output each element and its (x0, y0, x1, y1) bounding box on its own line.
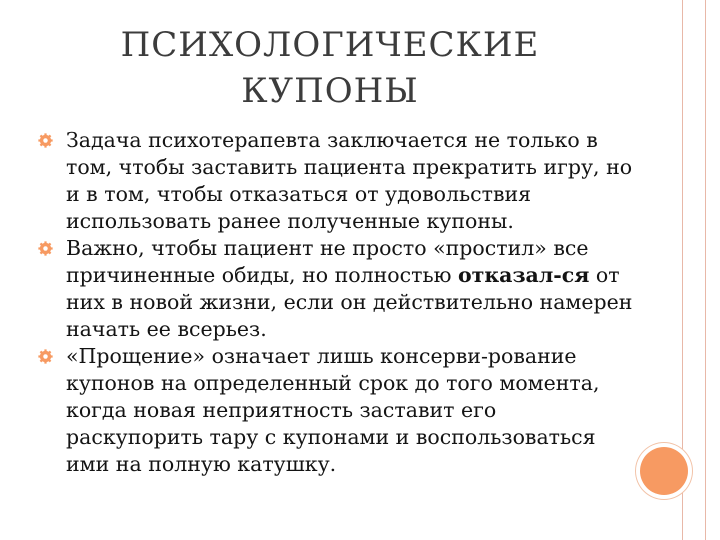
gear-icon (38, 349, 53, 364)
slide-title-line-1: ПСИХОЛОГИЧЕСКИЕ (120, 25, 540, 65)
bullet-item (56, 127, 636, 235)
bullet-text-part: от них в новой жизни, если он действительно намерен начать ее всерьез. (66, 263, 633, 341)
gear-icon (38, 241, 53, 256)
slide-title (60, 22, 600, 114)
slide-title-line-2: КУПОНЫ (241, 71, 419, 111)
bullet-text (66, 236, 632, 341)
bullet-item (56, 235, 636, 343)
bullet-text: Задача психотерапевта заключается не только в том, чтобы заставить пациента прекратить игру, но и в том, чтобы отказаться от удовольствия использовать ранее полученные купоны. (66, 128, 633, 233)
bullet-text-bold: отказал-ся (457, 263, 590, 287)
decorative-circle (640, 447, 688, 495)
bullet-list (56, 127, 636, 478)
bullet-text: «Прощение» означает лишь консерви-рование купонов на определенный срок до того момента, когда новая неприятность заставит его раскупорить тару с купонами и воспользоваться ими на полную катушку. (66, 344, 600, 476)
decorative-frame (682, 0, 706, 540)
gear-icon (38, 133, 53, 148)
bullet-item (56, 343, 636, 478)
bullet-text-part: Важно, чтобы пациент не просто «простил» все причиненные обиды, но полностью (66, 236, 589, 287)
